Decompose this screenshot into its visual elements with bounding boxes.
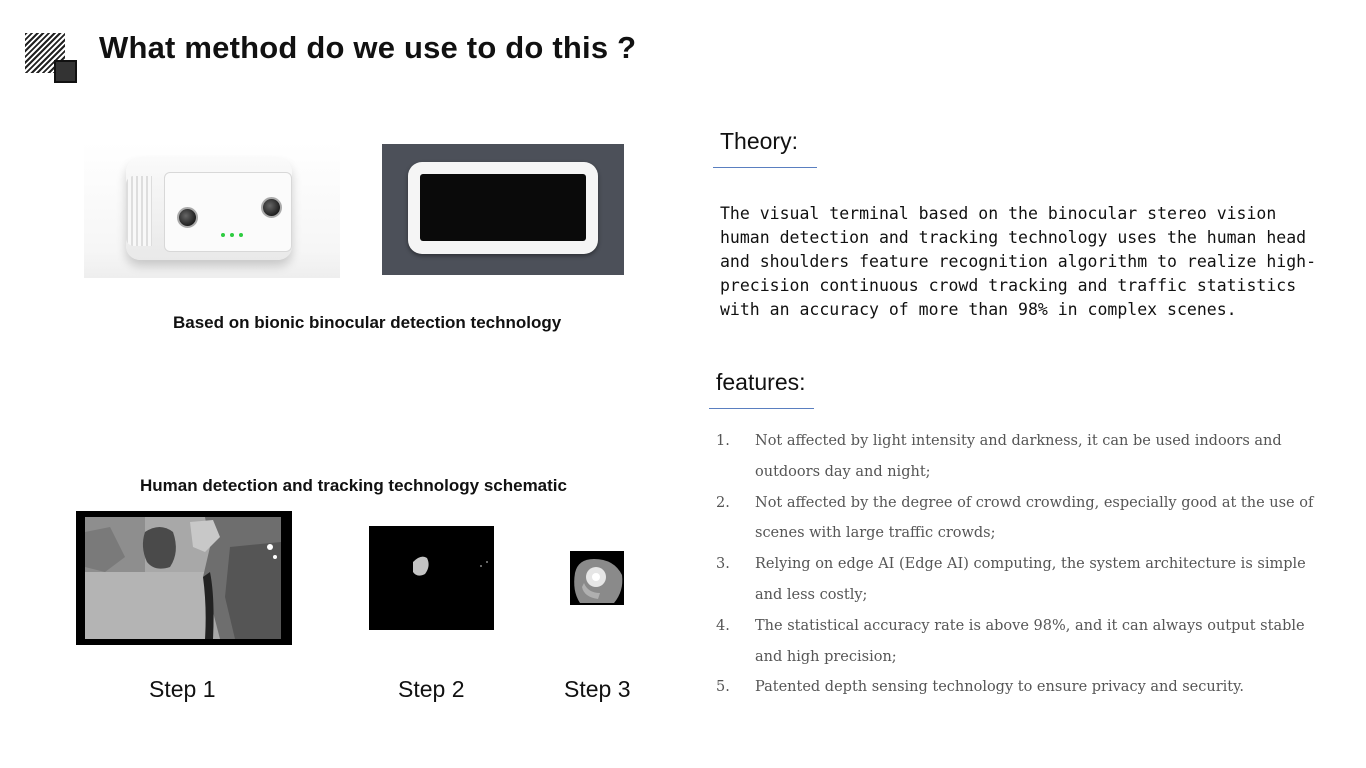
step1-depth-image xyxy=(76,511,292,645)
feature-text: Not affected by light intensity and darkness, it can be used indoors and outdoors day and night; xyxy=(755,433,1282,480)
theory-heading: Theory: xyxy=(720,128,798,154)
feature-item xyxy=(716,549,1316,611)
page-title: What method do we use to do this ? xyxy=(99,30,637,65)
feature-text: Relying on edge AI (Edge AI) computing, the system architecture is simple and less costly; xyxy=(755,556,1306,603)
step2-segmentation-image xyxy=(369,526,494,630)
feature-text: The statistical accuracy rate is above 98%, and it can always output stable and high precision; xyxy=(755,617,1305,665)
caption-schematic: Human detection and tracking technology schematic xyxy=(140,476,567,495)
feature-item xyxy=(716,488,1316,550)
device-front-photo xyxy=(382,144,624,275)
left-lens-icon xyxy=(177,207,198,228)
caption-bionic: Based on bionic binocular detection technology xyxy=(173,313,562,332)
feature-number: 5. xyxy=(716,679,730,696)
feature-number: 1. xyxy=(716,433,730,449)
step3-detection-image xyxy=(570,551,624,605)
step2-label: Step 2 xyxy=(398,676,465,702)
features-divider xyxy=(709,408,814,409)
feature-number: 4. xyxy=(716,617,730,634)
feature-number: 2. xyxy=(716,494,730,511)
device-side-photo xyxy=(84,142,340,278)
features-heading: features: xyxy=(716,369,806,395)
step3-label: Step 3 xyxy=(564,676,631,702)
feature-text: Patented depth sensing technology to ensure privacy and security. xyxy=(755,679,1244,696)
logo-icon xyxy=(25,33,77,83)
features-list xyxy=(716,426,1316,703)
feature-item xyxy=(716,611,1316,673)
feature-text: Not affected by the degree of crowd crowding, especially good at the use of scenes with large traffic crowds; xyxy=(755,494,1314,542)
right-lens-icon xyxy=(261,197,282,218)
theory-paragraph: The visual terminal based on the binocular stereo vision human detection and tracking technology uses the human head and shoulders feature recognition algorithm to realize high-precision continuous crowd tracking and traffic statistics with an accuracy of more than 98% in complex scenes. xyxy=(720,204,1317,319)
status-led-icon xyxy=(221,233,225,237)
feature-number: 3. xyxy=(716,556,730,573)
feature-item xyxy=(716,672,1316,703)
status-led-icon xyxy=(230,233,234,237)
feature-item xyxy=(716,426,1316,488)
step1-label: Step 1 xyxy=(149,676,216,702)
status-led-icon xyxy=(239,233,243,237)
theory-divider xyxy=(713,167,817,168)
